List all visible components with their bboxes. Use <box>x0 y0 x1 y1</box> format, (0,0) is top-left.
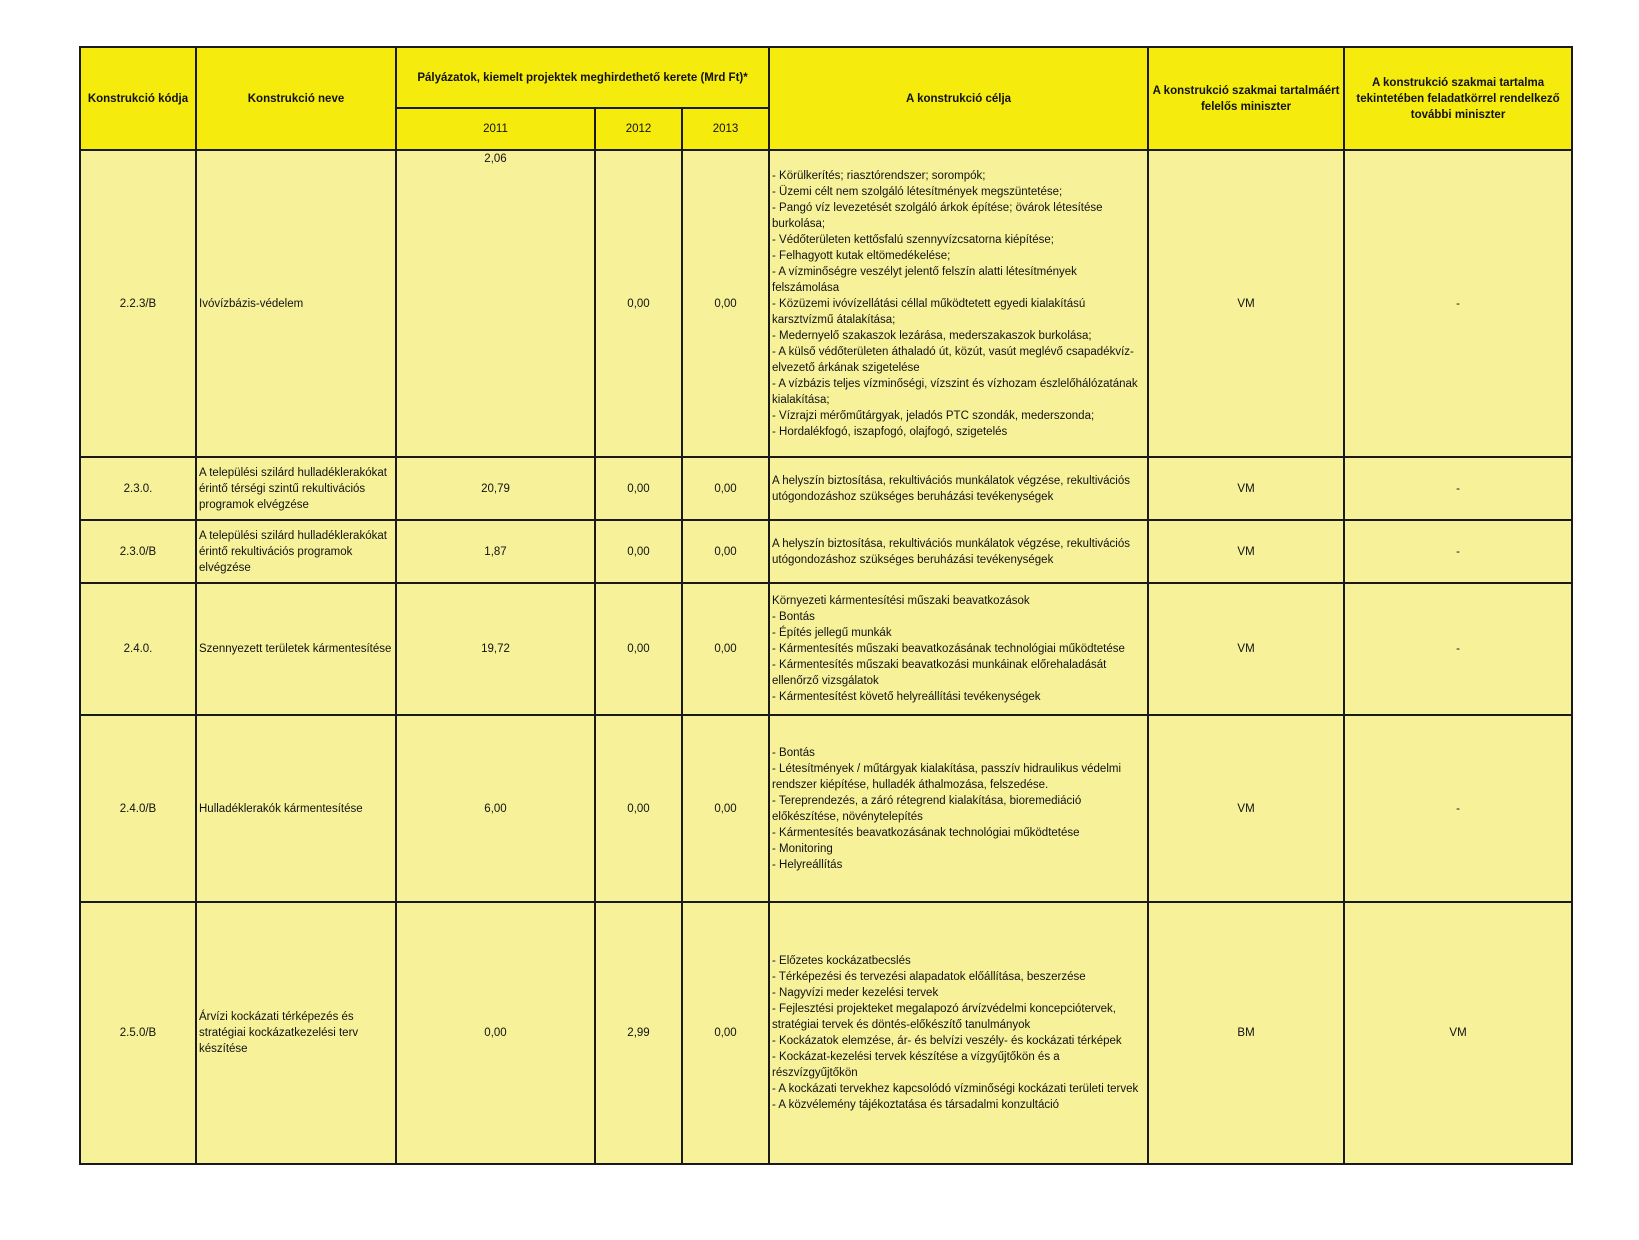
cell-minister: VM <box>1148 583 1344 715</box>
cell-2013: 0,00 <box>682 583 769 715</box>
header-name: Konstrukció neve <box>196 47 396 150</box>
cell-name: A települési szilárd hulladéklerakókat érintő térségi szintű rekultivációs programok elvégzése <box>196 457 396 520</box>
cell-minister: VM <box>1148 520 1344 583</box>
goal-item: - Fejlesztési projekteket megalapozó árvízvédelmi koncepciótervek, stratégiai tervek és döntés-előkészítő tanulmányok <box>772 1003 1116 1031</box>
cell-2011: 1,87 <box>396 520 595 583</box>
cell-name: Árvízi kockázati térképezés és stratégiai kockázatkezelési terv készítése <box>196 902 396 1164</box>
goal-item: - A vízminőségre veszélyt jelentő felszín alatti létesítmények felszámolása <box>772 265 1077 294</box>
header-code: Konstrukció kódja <box>80 47 196 150</box>
table-row <box>80 150 1572 457</box>
goal-item: - Létesítmények / műtárgyak kialakítása, passzív hidraulikus védelmi rendszer kiépítése, hulladék áthalmozása, felszedése. <box>772 762 1122 791</box>
cell-code: 2.4.0. <box>80 583 196 715</box>
cell-other-minister: - <box>1344 715 1572 902</box>
goal-item: - A vízbázis teljes vízminőségi, vízszint és vízhozam észlelőhálózatának kialakítása; <box>772 377 1138 406</box>
goal-item: - Medernyelő szakaszok lezárása, mederszakaszok burkolása; <box>772 329 1092 342</box>
goal-item: - Kármentesítést követő helyreállítási tevékenységek <box>772 691 1041 703</box>
cell-other-minister: - <box>1344 583 1572 715</box>
cell-2013: 0,00 <box>682 150 769 457</box>
cell-name: Ivóvízbázis-védelem <box>196 150 396 457</box>
cell-other-minister: - <box>1344 520 1572 583</box>
cell-2012: 2,99 <box>595 902 682 1164</box>
cell-code: 2.4.0/B <box>80 715 196 902</box>
cell-2013: 0,00 <box>682 520 769 583</box>
cell-2012: 0,00 <box>595 715 682 902</box>
cell-goal <box>769 520 1148 583</box>
table-row <box>80 902 1572 1164</box>
goal-item: - A kockázati tervekhez kapcsolódó vízminőségi kockázati területi tervek <box>772 1083 1139 1095</box>
cell-2013: 0,00 <box>682 902 769 1164</box>
cell-2012: 0,00 <box>595 457 682 520</box>
goal-item: - A külső védőterületen áthaladó út, közút, vasút meglévő csapadékvíz-elvezető árkának szigetelése <box>772 345 1134 374</box>
goal-item: - Felhagyott kutak eltömedékelése; <box>772 249 951 262</box>
cell-2011: 2,06 <box>396 150 595 457</box>
cell-code: 2.2.3/B <box>80 150 196 457</box>
cell-code: 2.5.0/B <box>80 902 196 1164</box>
cell-2011: 20,79 <box>396 457 595 520</box>
goal-item: - Kármentesítés beavatkozásának technológiai működtetése <box>772 826 1080 839</box>
goal-item: Környezeti kármentesítési műszaki beavatkozások <box>772 595 1030 607</box>
cell-code: 2.3.0/B <box>80 520 196 583</box>
goal-item: - Előzetes kockázatbecslés <box>772 955 911 967</box>
table-row <box>80 457 1572 520</box>
header-other-minister: A konstrukció szakmai tartalma tekintetében feladatkörrel rendelkező további miniszter <box>1344 47 1572 150</box>
goal-item: A helyszín biztosítása, rekultivációs munkálatok végzése, rekultivációs utógondozáshoz szükséges beruházási tevékenységek <box>772 474 1130 503</box>
header-year-2012: 2012 <box>595 108 682 150</box>
goal-item: - Közüzemi ivóvízellátási céllal működtetett egyedi kialakítású karsztvízmű átalakítása; <box>772 297 1086 326</box>
goal-item: - Monitoring <box>772 842 833 855</box>
cell-2011: 6,00 <box>396 715 595 902</box>
cell-2011: 0,00 <box>396 902 595 1164</box>
cell-2013: 0,00 <box>682 715 769 902</box>
cell-minister: VM <box>1148 457 1344 520</box>
goal-item: - Kármentesítés műszaki beavatkozási munkáinak előrehaladását ellenőrző vizsgálatok <box>772 659 1107 687</box>
cell-name: Szennyezett területek kármentesítése <box>196 583 396 715</box>
goal-item: - Bontás <box>772 746 815 759</box>
goal-item: - Helyreállítás <box>772 858 843 871</box>
cell-2012: 0,00 <box>595 520 682 583</box>
cell-other-minister: VM <box>1344 902 1572 1164</box>
cell-name: A települési szilárd hulladéklerakókat érintő rekultivációs programok elvégzése <box>196 520 396 583</box>
cell-minister: VM <box>1148 150 1344 457</box>
header-budget: Pályázatok, kiemelt projektek meghirdethető kerete (Mrd Ft)* <box>396 47 769 108</box>
cell-goal <box>769 457 1148 520</box>
table-row <box>80 520 1572 583</box>
table-row <box>80 583 1572 715</box>
goal-item: A helyszín biztosítása, rekultivációs munkálatok végzése, rekultivációs utógondozáshoz szükséges beruházási tevékenységek <box>772 537 1130 566</box>
cell-minister: VM <box>1148 715 1344 902</box>
header-minister: A konstrukció szakmai tartalmáért felelős miniszter <box>1148 47 1344 150</box>
cell-code: 2.3.0. <box>80 457 196 520</box>
cell-minister: BM <box>1148 902 1344 1164</box>
construction-table <box>79 46 1573 1165</box>
header-goal: A konstrukció célja <box>769 47 1148 150</box>
cell-other-minister: - <box>1344 150 1572 457</box>
cell-2012: 0,00 <box>595 150 682 457</box>
goal-item: - Hordalékfogó, iszapfogó, olajfogó, szigetelés <box>772 425 1008 438</box>
cell-name: Hulladéklerakók kármentesítése <box>196 715 396 902</box>
goal-item: - Kockázatok elemzése, ár- és belvízi veszély- és kockázati térképek <box>772 1035 1122 1047</box>
goal-item: - Nagyvízi meder kezelési tervek <box>772 987 939 999</box>
cell-2013: 0,00 <box>682 457 769 520</box>
cell-goal <box>769 715 1148 902</box>
cell-goal <box>769 150 1148 457</box>
cell-other-minister: - <box>1344 457 1572 520</box>
header-year-2013: 2013 <box>682 108 769 150</box>
goal-item: - Építés jellegű munkák <box>772 627 892 639</box>
goal-item: - Vízrajzi mérőműtárgyak, jeladós PTC szondák, mederszonda; <box>772 409 1095 422</box>
goal-item: - Bontás <box>772 611 815 623</box>
goal-item: - Pangó víz levezetését szolgáló árkok építése; övárok létesítése burkolása; <box>772 201 1103 230</box>
goal-item: - Kármentesítés műszaki beavatkozásának technológiai működtetése <box>772 643 1125 655</box>
cell-2012: 0,00 <box>595 583 682 715</box>
header-year-2011: 2011 <box>396 108 595 150</box>
table-body <box>80 150 1572 1164</box>
goal-item: - A közvélemény tájékoztatása és társadalmi konzultáció <box>772 1099 1060 1111</box>
cell-goal <box>769 583 1148 715</box>
goal-item: - Üzemi célt nem szolgáló létesítmények megszüntetése; <box>772 185 1063 198</box>
goal-item: - Tereprendezés, a záró rétegrend kialakítása, bioremediáció előkészítése, növénytelepítés <box>772 794 1082 823</box>
goal-item: - Kockázat-kezelési tervek készítése a vízgyűjtőkön és a részvízgyűjtőkön <box>772 1051 1060 1079</box>
table-row <box>80 715 1572 902</box>
cell-2011: 19,72 <box>396 583 595 715</box>
goal-item: - Térképezési és tervezési alapadatok előállítása, beszerzése <box>772 971 1086 983</box>
goal-item: - Védőterületen kettősfalú szennyvízcsatorna kiépítése; <box>772 233 1054 246</box>
cell-goal <box>769 902 1148 1164</box>
goal-item: - Körülkerítés; riasztórendszer; sorompók; <box>772 169 986 182</box>
